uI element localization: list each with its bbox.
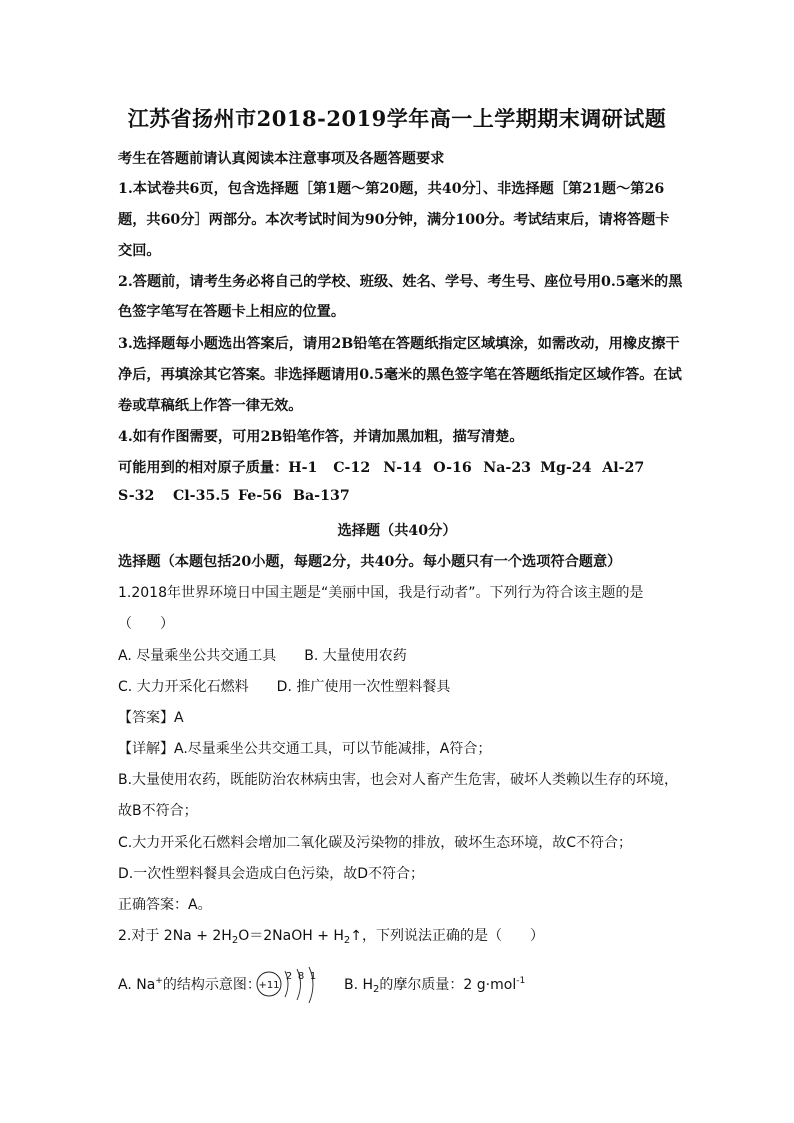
notice-line: 1.本试卷共6页，包含选择题［第1题～第20题，共40分］、非选择题［第21题～第26 bbox=[118, 181, 665, 197]
page-title: 江苏省扬州市2018-2019学年高一上学期期末调研试题 bbox=[127, 106, 667, 131]
atomic-mass: Mg-24 bbox=[540, 460, 592, 476]
q2-option-b bbox=[344, 974, 525, 995]
shell-electrons: 1 bbox=[309, 971, 317, 982]
section-title: 选择题（共40分） bbox=[337, 523, 457, 539]
atomic-mass: S-32 bbox=[118, 488, 155, 504]
q2-stem-part: O＝2NaOH + H bbox=[238, 928, 344, 944]
atomic-mass-row bbox=[118, 457, 644, 477]
atomic-mass: Al-27 bbox=[602, 460, 645, 476]
notice-line: 卷或草稿纸上作答一律无效。 bbox=[118, 398, 303, 414]
q2-subscript: 2 bbox=[373, 984, 380, 995]
q1-options: A. 尽量乘坐公共交通工具 B. 大量使用农药 bbox=[118, 648, 407, 664]
q2-subscript: 2 bbox=[231, 935, 239, 946]
atomic-mass-row bbox=[118, 488, 350, 504]
sodium-ion-structure-diagram bbox=[255, 965, 325, 1005]
notice-line: 2.答题前，请考生务必将自己的学校、班级、姓名、学号、考生号、座位号用0.5毫米的黑 bbox=[118, 274, 683, 290]
q2-superscript: -1 bbox=[516, 976, 526, 986]
q2-stem bbox=[118, 925, 544, 946]
q2-option-a bbox=[118, 974, 261, 994]
q1-analysis-line: C.大力开采化石燃料会增加二氧化碳及污染物的排放，破坏生态环境，故C不符合； bbox=[118, 835, 632, 851]
q2-subscript: 2 bbox=[343, 935, 351, 946]
q2-option-b-text: 的摩尔质量：2 g·mol bbox=[379, 977, 517, 993]
section-description: 选择题（本题包括20小题，每题2分，共40分。每小题只有一个选项符合题意） bbox=[118, 554, 622, 570]
q1-options: C. 大力开采化石燃料 D. 推广使用一次性塑料餐具 bbox=[118, 679, 451, 695]
q2-option-a-text: A. Na bbox=[118, 977, 156, 993]
q2-option-a-text: 的结构示意图： bbox=[162, 977, 261, 993]
q1-stem: 1.2018年世界环境日中国主题是“美丽中国，我是行动者”。下列行为符合该主题的是 bbox=[118, 585, 644, 601]
notice-heading: 考生在答题前请认真阅读本注意事项及各题答题要求 bbox=[118, 151, 445, 167]
q1-analysis-line: B.大量使用农药，既能防治农林病虫害，也会对人畜产生危害，破坏人类赖以生存的环境， bbox=[118, 772, 679, 788]
atomic-mass: Fe-56 bbox=[238, 488, 282, 504]
q1-paren: （ ） bbox=[118, 616, 174, 632]
atomic-mass: Cl-35.5 bbox=[173, 488, 231, 504]
notice-line: 3.选择题每小题选出答案后，请用2B铅笔在答题纸指定区域填涂，如需改动，用橡皮擦干 bbox=[118, 336, 680, 352]
q2-option-b-text: B. H bbox=[344, 977, 374, 993]
q1-analysis-line: 正确答案：A。 bbox=[118, 897, 212, 913]
notice-line: 色签字笔写在答题卡上相应的位置。 bbox=[118, 304, 346, 320]
notice-line: 题，共60分］两部分。本次考试时间为90分钟，满分100分。考试结束后，请将答题卡 bbox=[118, 212, 670, 228]
shell-electrons: 2 bbox=[285, 971, 293, 982]
atomic-mass: O-16 bbox=[433, 460, 472, 476]
atomic-mass: Ba-137 bbox=[293, 488, 350, 504]
q1-analysis-line: 故B不符合； bbox=[118, 803, 198, 819]
q1-analysis-line: D.一次性塑料餐具会造成白色污染，故D不符合； bbox=[118, 866, 425, 882]
atomic-mass-label: 可能用到的相对原子质量： bbox=[118, 460, 289, 476]
nucleus-charge: +11 bbox=[258, 980, 280, 991]
notice-line: 净后，再填涂其它答案。非选择题请用0.5毫米的黑色签字笔在答题纸指定区域作答。在试 bbox=[118, 367, 682, 383]
q2-stem-part: ↑，下列说法正确的是（ ） bbox=[350, 928, 545, 944]
atomic-mass: Na-23 bbox=[483, 460, 532, 476]
q1-analysis-line: 【详解】A.尽量乘坐公共交通工具，可以节能减排，A符合； bbox=[118, 741, 492, 757]
notice-line: 交回。 bbox=[118, 243, 161, 259]
q2-stem-part: 2.对于 2Na + 2H bbox=[118, 928, 232, 944]
q1-answer: 【答案】A bbox=[118, 710, 184, 726]
notice-line: 4.如有作图需要，可用2B铅笔作答，并请加黑加粗，描写清楚。 bbox=[118, 429, 524, 445]
atomic-mass: N-14 bbox=[383, 460, 422, 476]
q2-superscript: + bbox=[155, 976, 163, 986]
atomic-mass: C-12 bbox=[333, 460, 371, 476]
shell-electrons: 8 bbox=[297, 971, 305, 982]
atomic-mass: H-1 bbox=[288, 460, 318, 476]
